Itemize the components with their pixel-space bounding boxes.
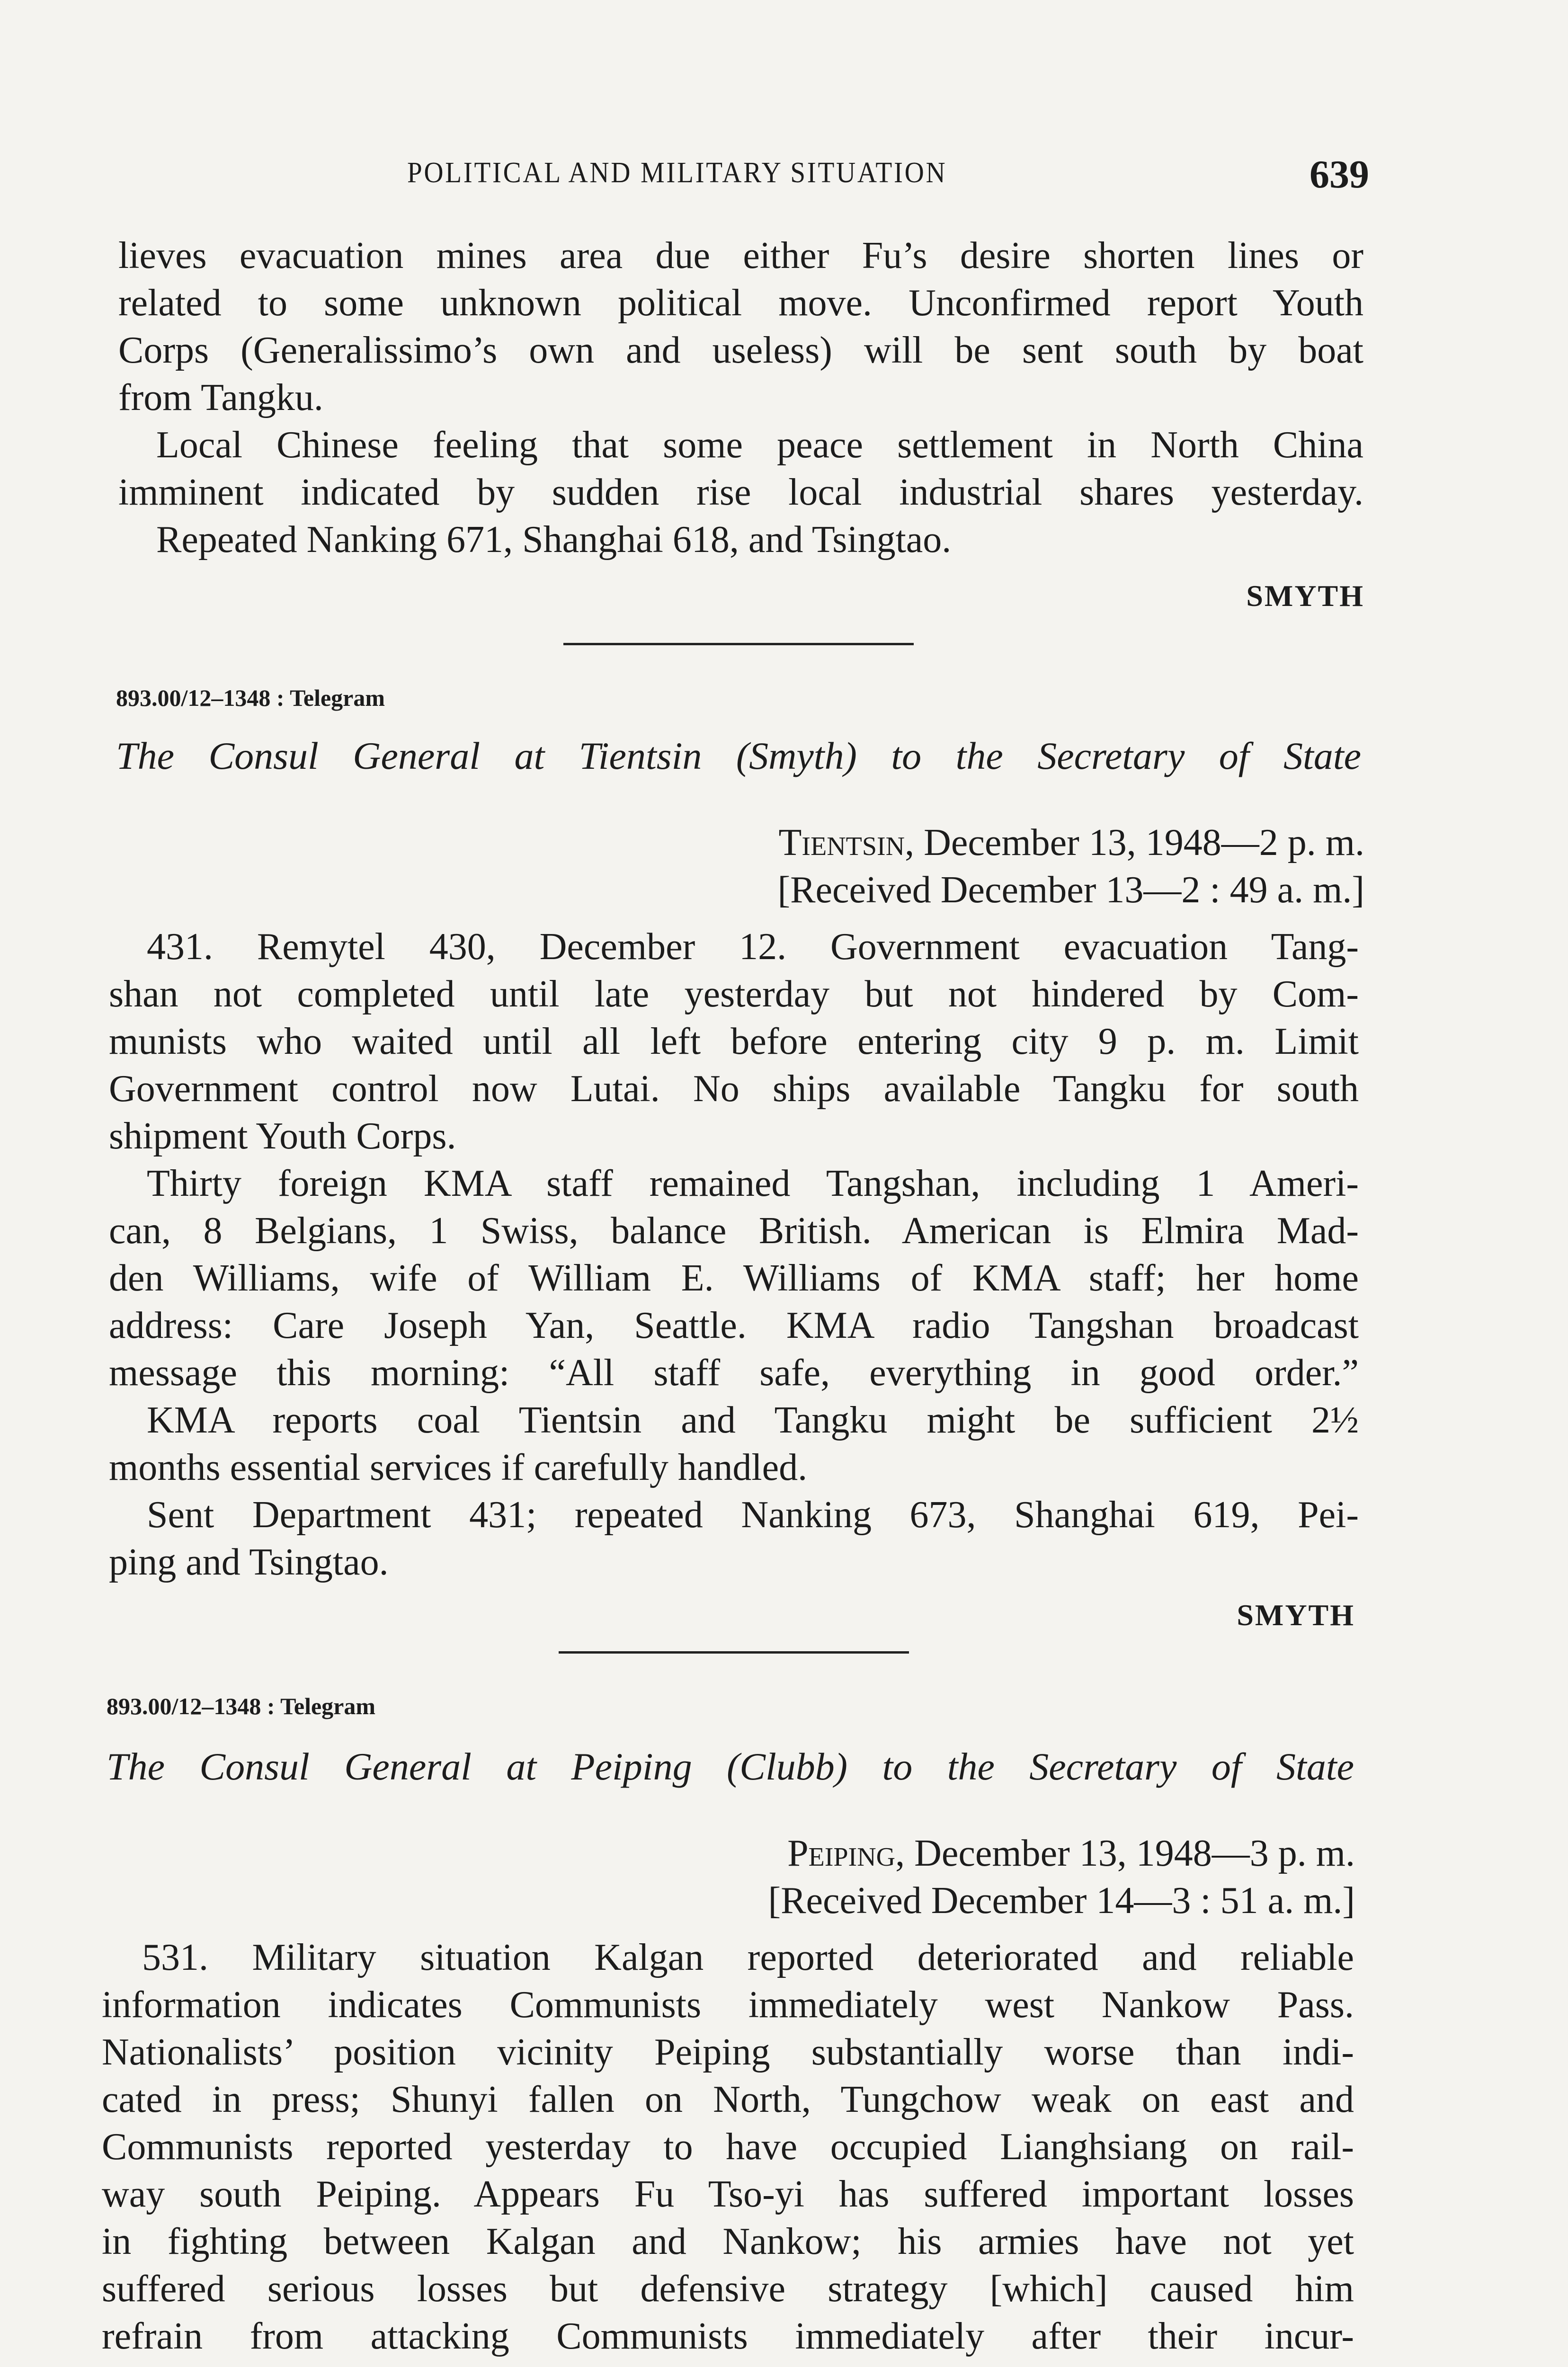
dateline-place: Tientsin [778, 822, 905, 863]
dateline [787, 1830, 1355, 1877]
paragraph-line: den Williams, wife of William E. Williams of KMA staff; her home [109, 1257, 1359, 1299]
paragraph-line: lieves evacuation mines area due either Fu’s desire shorten lines or [118, 235, 1363, 276]
document-heading: The Consul General at Peiping (Clubb) to the Secretary of State [107, 1745, 1354, 1788]
received-line: [Received December 13—2 : 49 a. m.] [777, 869, 1364, 911]
paragraph-line: ping and Tsingtao. [109, 1541, 389, 1583]
paragraph-line: cated in press; Shunyi fallen on North, Tungchow weak on east and [102, 2079, 1354, 2120]
page-number: 639 [1310, 152, 1369, 196]
paragraph-line: Government control now Lutai. No ships available Tangku for south [109, 1068, 1359, 1110]
signature: SMYTH [1237, 1598, 1355, 1632]
received-line: [Received December 14—3 : 51 a. m.] [768, 1880, 1355, 1922]
paragraph-line: message this morning: “All staff safe, everything in good order.” [109, 1352, 1359, 1394]
paragraph-line: munists who waited until all left before entering city 9 p. m. Limit [109, 1021, 1359, 1062]
section-divider [559, 1651, 909, 1654]
paragraph-line: shan not completed until late yesterday but not hindered by Com- [109, 973, 1359, 1015]
paragraph-line: Thirty foreign KMA staff remained Tangshan, including 1 Ameri- [147, 1163, 1359, 1204]
paragraph-line: Local Chinese feeling that some peace settlement in North China [156, 424, 1363, 466]
paragraph-line: Sent Department 431; repeated Nanking 673, Shanghai 619, Pei- [147, 1494, 1359, 1536]
file-reference: 893.00/12–1348 : Telegram [107, 1693, 376, 1719]
paragraph-line: information indicates Communists immediately west Nankow Pass. [102, 1984, 1354, 2026]
paragraph-line: can, 8 Belgians, 1 Swiss, balance British. American is Elmira Mad- [109, 1210, 1359, 1252]
section-divider [563, 643, 914, 645]
dateline-date: , December 13, 1948—2 p. m. [905, 822, 1364, 863]
paragraph-line: months essential services if carefully handled. [109, 1447, 808, 1488]
dateline [778, 819, 1364, 866]
dateline-date: , December 13, 1948—3 p. m. [895, 1833, 1355, 1874]
file-reference: 893.00/12–1348 : Telegram [116, 685, 385, 711]
paragraph-line: related to some unknown political move. Unconfirmed report Youth [118, 282, 1363, 324]
document-heading: The Consul General at Tientsin (Smyth) to the Secretary of State [116, 734, 1361, 777]
paragraph-line: Nationalists’ position vicinity Peiping substantially worse than indi- [102, 2031, 1354, 2073]
paragraph-line: Communists reported yesterday to have occupied Lianghsiang on rail- [102, 2126, 1354, 2168]
paragraph-line: Corps (Generalissimo’s own and useless) will be sent south by boat [118, 329, 1363, 371]
paragraph-line: way south Peiping. Appears Fu Tso-yi has suffered important losses [102, 2173, 1354, 2215]
paragraph-line: shipment Youth Corps. [109, 1115, 456, 1157]
paragraph-line: from Tangku. [118, 377, 323, 418]
paragraph-line: suffered serious losses but defensive strategy [which] caused him [102, 2268, 1354, 2310]
paragraph-line: Repeated Nanking 671, Shanghai 618, and Tsingtao. [156, 519, 952, 561]
paragraph-line: address: Care Joseph Yan, Seattle. KMA radio Tangshan broadcast [109, 1305, 1359, 1346]
paragraph-line: KMA reports coal Tientsin and Tangku might be sufficient 2½ [147, 1399, 1359, 1441]
paragraph-line: 431. Remytel 430, December 12. Government evacuation Tang- [147, 926, 1359, 968]
paragraph-line: refrain from attacking Communists immediately after their incur- [102, 2315, 1354, 2357]
dateline-place: Peiping [787, 1833, 896, 1874]
running-title: POLITICAL AND MILITARY SITUATION [407, 157, 947, 189]
paragraph-line: in fighting between Kalgan and Nankow; his armies have not yet [102, 2221, 1354, 2262]
paragraph-line: 531. Military situation Kalgan reported deteriorated and reliable [142, 1937, 1354, 1978]
paragraph-line: imminent indicated by sudden rise local industrial shares yesterday. [118, 472, 1363, 513]
signature: SMYTH [1246, 579, 1364, 613]
